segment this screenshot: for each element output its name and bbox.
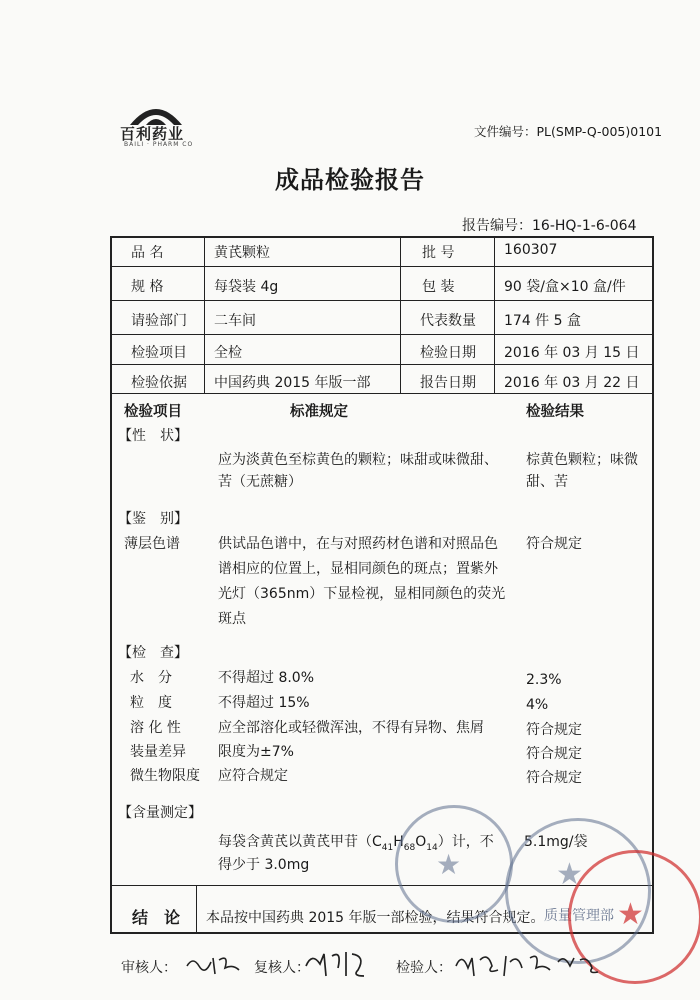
check-standard: 应符合规定 [218,768,288,784]
company-seal-stamp [395,805,513,923]
check-standard: 限度为±7% [218,744,294,760]
ident-item: 薄层色谱 [124,536,180,552]
assay-standard-line: 每袋含黄芪以黄芪甲苷$(C_{41}H_{68}O_{14})$计，不 [218,834,494,853]
section-traits: 【性 状】 [118,428,188,444]
conclusion-text: 本品按中国药典 2015 年版一部检验，结果符合规定。 [206,910,545,926]
qty-label: 代表数量 [420,313,476,329]
rechecker-signature [302,946,372,985]
pack-label: 包 装 [422,279,455,295]
traits-result-line: 甜、苦 [526,474,568,490]
check-standard: 应全部溶化或轻微浑浊，不得有异物、焦屑 [218,720,484,736]
rechecker-label: 复核人： [254,960,310,976]
seal-star-icon: ★ [436,848,462,881]
product-name-label: 品 名 [131,245,164,261]
check-result: 符合规定 [526,770,582,786]
conclusion-label: 结 论 [132,908,181,927]
ident-standard-line: 供试品色谱中，在与对照药材色谱和对照品色 [218,536,498,552]
assay-standard-line: 得少于 3.0mg [218,857,310,873]
check-item: 溶 化 性 [130,720,181,736]
ident-standard-line: 斑点 [218,611,246,627]
ident-standard-line: 谱相应的位置上，显相同颜色的斑点；置紫外 [218,561,498,577]
assay-result: 5.1mg/袋 [524,834,588,850]
report-date-label: 报告日期 [420,375,476,391]
dept-label: 请验部门 [131,313,187,329]
check-result: 4% [526,697,549,713]
report-number: 报告编号：16-HQ-1-6-064 [462,218,637,234]
item-value: 全检 [214,345,242,361]
basis-label: 检验依据 [131,375,187,391]
divider [111,300,653,301]
traits-result-line: 棕黄色颗粒；味微 [526,452,638,468]
test-date-label: 检验日期 [420,345,476,361]
document-number: 文件编号：PL(SMP-Q-005)0101 [474,124,663,139]
col-header-item: 检验项目 [124,404,182,420]
inspector-label: 检验人： [396,960,452,976]
spec-value: 每袋装 4g [214,279,279,295]
basis-value: 中国药典 2015 年版一部 [214,375,371,391]
reviewer-label: 审核人： [121,960,177,976]
inspector-signature [452,948,602,987]
divider [111,266,653,267]
divider [196,886,197,934]
check-result: 2.3% [526,672,562,688]
batch-value: 160307 [504,242,558,258]
reviewer-signature [185,952,241,983]
divider [111,364,653,365]
seal-star-icon: ★ [617,897,644,932]
divider [204,237,205,394]
batch-label: 批 号 [422,245,455,261]
check-item: 水 分 [130,670,172,686]
col-header-standard: 标准规定 [290,404,348,420]
item-label: 检验项目 [131,345,187,361]
traits-standard-line: 应为淡黄色至棕黄色的颗粒；味甜或味微甜、 [218,452,498,468]
check-standard: 不得超过 8.0% [218,670,315,686]
check-result: 符合规定 [526,746,582,762]
check-standard: 不得超过 15% [218,695,310,711]
divider [111,393,653,394]
divider [111,334,653,335]
ident-result: 符合规定 [526,536,582,552]
logo-arch-icon [128,103,184,125]
qty-value: 174 件 5 盒 [504,313,581,329]
section-assay: 【含量测定】 [118,805,202,821]
ident-standard-line: 光灯（365nm）下显检视，显相同颜色的荧光 [218,586,506,602]
page-title: 成品检验报告 [275,166,425,194]
qa-dept-stamp-text: 质量管理部 [544,908,614,924]
product-name-value: 黄芪颗粒 [214,245,270,261]
check-item: 微生物限度 [130,768,200,784]
company-logo [118,103,198,149]
divider [400,237,401,394]
report-date-value: 2016 年 03 月 22 日 [504,375,640,391]
dept-value: 二车间 [214,313,256,329]
check-item: 装量差异 [130,744,186,760]
traits-standard-line: 苦（无蔗糖） [218,474,302,490]
logo-cn: 百利药业 [120,125,185,143]
logo-en: BAILI · PHARM CO [124,141,194,148]
col-header-result: 检验结果 [526,404,584,420]
spec-label: 规 格 [131,279,164,295]
pack-value: 90 袋/盒×10 盒/件 [504,279,626,295]
seal-star-icon: ★ [556,857,583,892]
check-result: 符合规定 [526,722,582,738]
check-item: 粒 度 [130,695,172,711]
section-identification: 【鉴 别】 [118,511,188,527]
divider [494,237,495,394]
test-date-value: 2016 年 03 月 15 日 [504,345,640,361]
section-check: 【检 查】 [118,645,188,661]
